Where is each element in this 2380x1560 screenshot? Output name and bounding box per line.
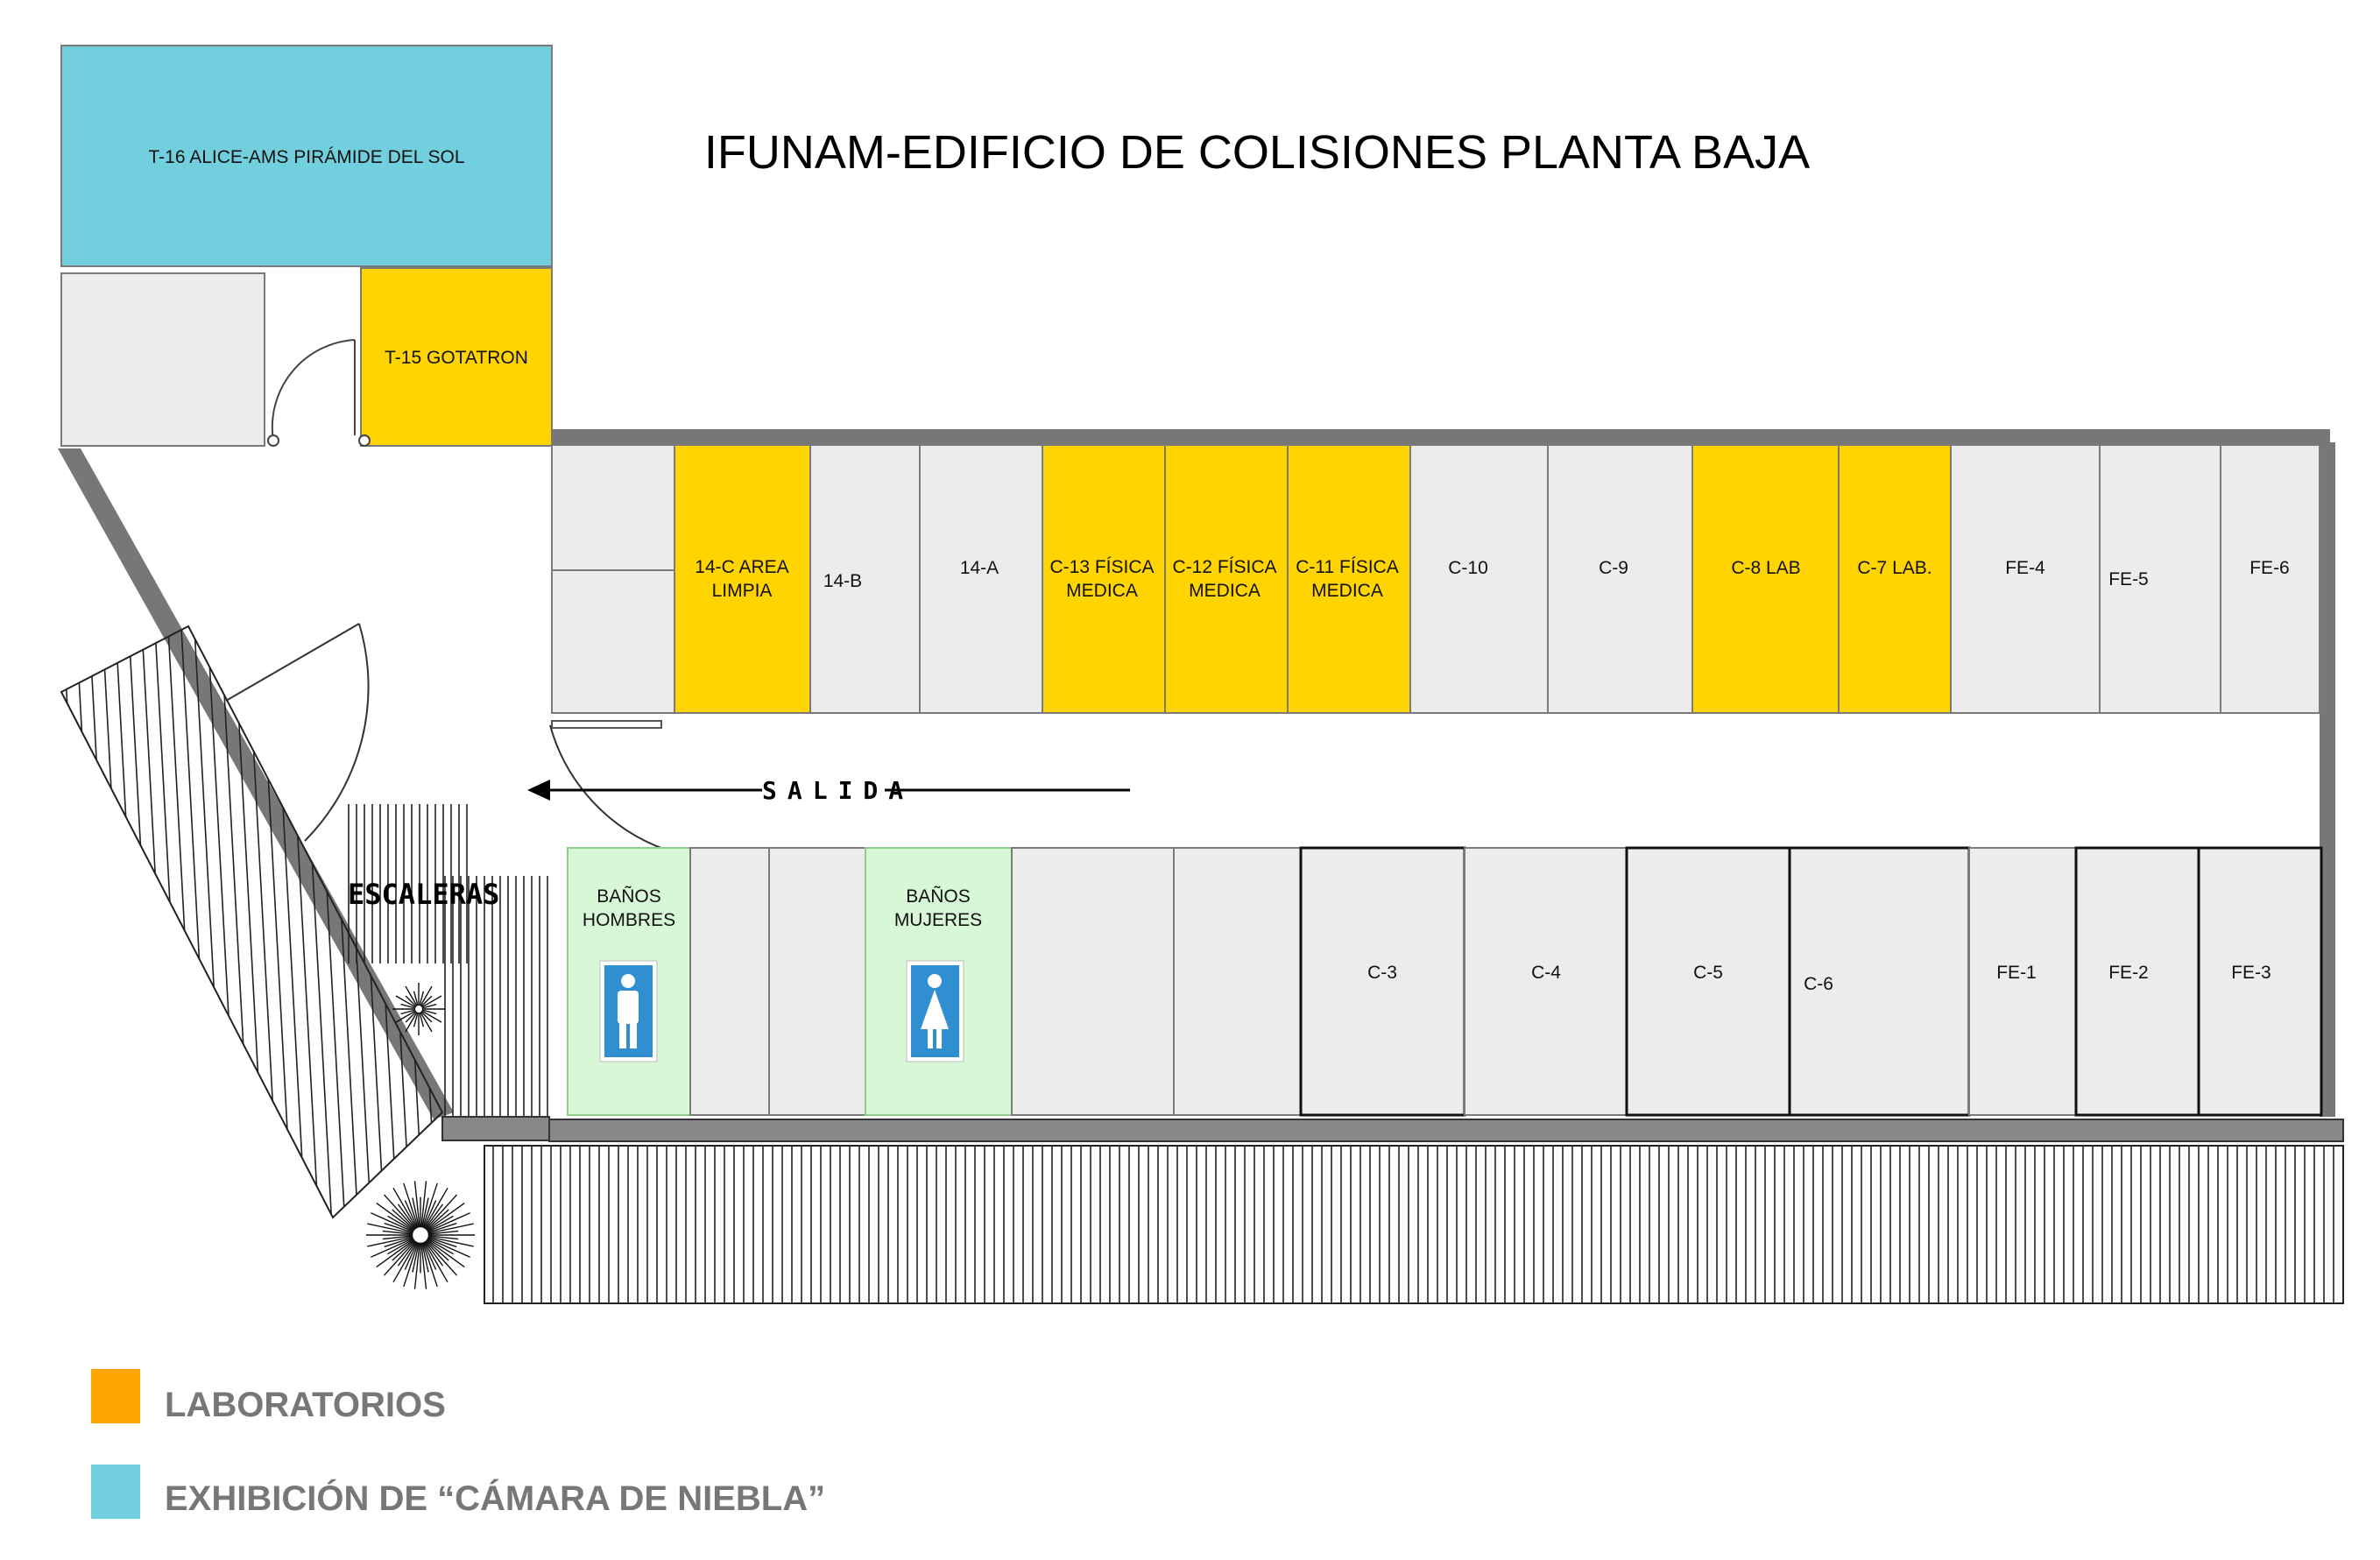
plant-center [415, 1006, 423, 1013]
room-label-line: C-10 [1448, 558, 1488, 578]
room-14a-label [960, 558, 999, 578]
room-upper-left[interactable] [61, 273, 265, 446]
room-label-line: C-12 FÍSICA [1172, 557, 1277, 577]
room-label-line: MUJERES [893, 910, 983, 930]
stair-step [127, 596, 162, 1244]
room-c10[interactable] [1410, 445, 1548, 713]
plan-title: IFUNAM-EDIFICIO DE COLISIONES PLANTA BAJA [703, 126, 1811, 179]
legend-swatch-exhibit [91, 1465, 140, 1519]
man-restroom-icon [600, 961, 657, 1062]
stair-step [219, 596, 254, 1244]
woman-restroom-icon [907, 961, 964, 1062]
room-c10-label [1448, 558, 1488, 578]
stair-step [442, 596, 477, 1244]
room-fe5-label [2108, 569, 2149, 589]
stairs-diagonal [35, 596, 504, 1244]
legend-label-lab: LABORATORIOS [165, 1386, 446, 1424]
threshold [552, 721, 661, 728]
room-label-line: FE-2 [2108, 963, 2149, 983]
exit-label: SALIDA [762, 776, 915, 805]
stairs-vertical [349, 804, 547, 1117]
room-14b-label [823, 571, 862, 591]
room-label-line: T-16 ALICE-AMS PIRÁMIDE DEL SOL [148, 147, 465, 167]
room-south-2[interactable] [690, 848, 769, 1115]
room-north-blank-b[interactable] [552, 570, 674, 713]
room-fe2-label [2108, 963, 2149, 983]
stair-step [416, 596, 451, 1244]
room-label-line: FE-1 [1996, 963, 2037, 983]
stair-step [35, 596, 70, 1244]
wall-bottom [549, 1119, 2343, 1141]
room-label-line: FE-4 [2005, 558, 2045, 578]
wall-top [552, 429, 2330, 445]
room-c8-label [1731, 558, 1800, 578]
room-label-line: HOMBRES [582, 910, 676, 930]
room-fe3-label [2231, 963, 2271, 983]
room-c3-label [1367, 963, 1397, 983]
room-14a[interactable] [920, 445, 1042, 713]
stair-step [285, 596, 320, 1244]
room-label-line: T-15 GOTATRON [385, 348, 528, 368]
room-label-line: C-4 [1531, 963, 1561, 983]
stair-step [101, 596, 136, 1244]
legend-swatch-lab [91, 1369, 140, 1423]
room-label-line: FE-6 [2249, 558, 2290, 578]
room-c8[interactable] [1692, 445, 1839, 713]
room-c7-label [1857, 558, 1932, 578]
room-south-6[interactable] [1174, 848, 1301, 1115]
room-fe4[interactable] [1951, 445, 2100, 713]
room-c6-label [1804, 974, 1833, 994]
room-fe4-label [2005, 558, 2045, 578]
stair-step [48, 596, 83, 1244]
room-south-3[interactable] [769, 848, 865, 1115]
room-c9-label [1599, 558, 1628, 578]
room-fe1-label [1996, 963, 2037, 983]
room-label-line: C-3 [1367, 963, 1397, 983]
room-label-line: C-8 LAB [1731, 558, 1801, 578]
stair-step [61, 596, 96, 1244]
room-t16-label [149, 147, 465, 167]
room-label-line: 14-C AREA [695, 557, 789, 577]
plant-icon [366, 1181, 475, 1288]
room-c9[interactable] [1548, 445, 1692, 713]
room-label-line: FE-5 [2108, 569, 2149, 589]
room-label-line: FE-3 [2231, 963, 2271, 983]
stair-step [114, 596, 149, 1244]
stair-step [403, 596, 438, 1244]
room-label-line: C-11 FÍSICA [1296, 557, 1399, 577]
room-label-line: C-6 [1804, 974, 1833, 994]
plant-center [413, 1227, 429, 1244]
room-label-line: MEDICA [1066, 581, 1138, 601]
room-c4-label [1531, 963, 1561, 983]
room-label-line: MEDICA [1311, 581, 1383, 601]
stair-step [245, 596, 280, 1244]
stairs-label: ESCALERAS [348, 878, 500, 911]
room-c5-label [1693, 963, 1723, 983]
stair-step [88, 596, 123, 1244]
room-label-line: LIMPIA [711, 581, 773, 601]
room-label-line: MEDICA [1189, 581, 1261, 601]
room-t15-label [385, 348, 528, 368]
room-label-line: C-7 LAB. [1857, 558, 1932, 578]
room-label-line: 14-B [823, 571, 863, 591]
room-label-line: 14-A [959, 558, 999, 578]
room-c7[interactable] [1839, 445, 1951, 713]
room-south-5[interactable] [1012, 848, 1174, 1115]
room-label-line: C-9 [1599, 558, 1628, 578]
room-north-blank-a[interactable] [552, 445, 674, 570]
legend-label-exhibit: EXHIBICIÓN DE “CÁMARA DE NIEBLA” [165, 1479, 826, 1518]
wall-bottom-left [442, 1117, 549, 1140]
room-c12[interactable] [1165, 445, 1288, 713]
room-label-line: BAÑOS [597, 886, 661, 907]
room-fe6-label [2249, 558, 2290, 578]
stair-step [140, 596, 175, 1244]
stair-step [272, 596, 307, 1244]
room-c13[interactable] [1042, 445, 1165, 713]
stair-step [232, 596, 267, 1244]
stair-step [153, 596, 188, 1244]
door-t15[interactable] [268, 340, 370, 446]
room-label-line: C-5 [1693, 963, 1723, 983]
room-label-line: BAÑOS [906, 886, 971, 907]
stair-step [74, 596, 109, 1244]
room-label-line: C-13 FÍSICA [1049, 557, 1155, 577]
room-c11[interactable] [1288, 445, 1410, 713]
stair-step [258, 596, 293, 1244]
room-14c[interactable] [674, 445, 810, 713]
stairs-diagonal-outline [61, 626, 442, 1218]
room-fe6[interactable] [2221, 445, 2320, 713]
